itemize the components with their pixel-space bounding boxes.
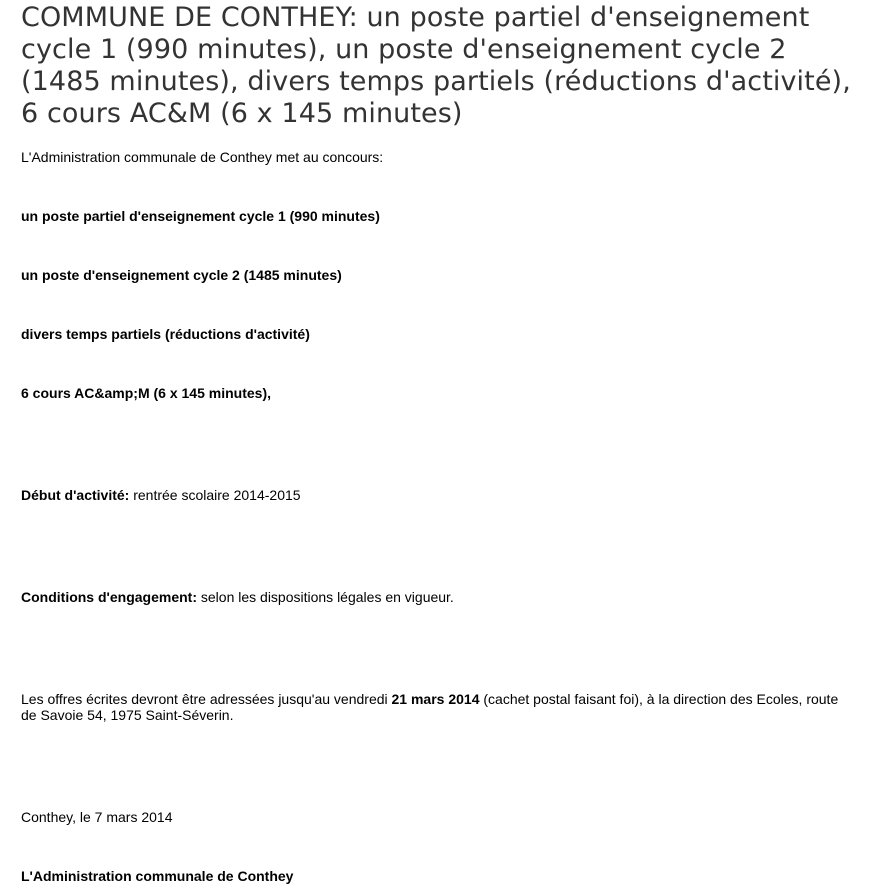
start-date-value: rentrée scolaire 2014-2015	[129, 487, 301, 503]
offers-deadline: 21 mars 2014	[391, 691, 480, 707]
page-title: COMMUNE DE CONTHEY: un poste partiel d'enseignement cycle 1 (990 minutes), un poste d'enseignement cycle 2 (1485 minutes), divers temps partiels (réductions d'activité), 6 cours AC&M (6 x 145 minutes)	[21, 2, 851, 129]
position-item-4: 6 cours AC&amp;M (6 x 145 minutes),	[21, 385, 271, 401]
intro-text: L'Administration communale de Conthey met au concours:	[21, 149, 384, 165]
start-date-line	[21, 487, 301, 503]
conditions-line	[21, 589, 454, 605]
signature: L'Administration communale de Conthey	[21, 868, 294, 884]
position-item-2: un poste d'enseignement cycle 2 (1485 minutes)	[21, 267, 342, 283]
place-date: Conthey, le 7 mars 2014	[21, 809, 173, 825]
start-date-label: Début d'activité:	[21, 487, 130, 503]
document-page	[21, 0, 851, 884]
offers-paragraph	[21, 691, 851, 723]
position-item-1: un poste partiel d'enseignement cycle 1 (990 minutes)	[21, 208, 380, 224]
offers-text-after: (cachet postal faisant foi), à la direction des Ecoles, route de Savoie 54, 1975 Saint-Séverin.	[21, 691, 839, 723]
conditions-label: Conditions d'engagement:	[21, 589, 197, 605]
conditions-value: selon les dispositions légales en vigueur.	[197, 589, 454, 605]
position-item-3: divers temps partiels (réductions d'activité)	[21, 326, 310, 342]
offers-text-before: Les offres écrites devront être adressées jusqu'au vendredi	[21, 691, 392, 707]
